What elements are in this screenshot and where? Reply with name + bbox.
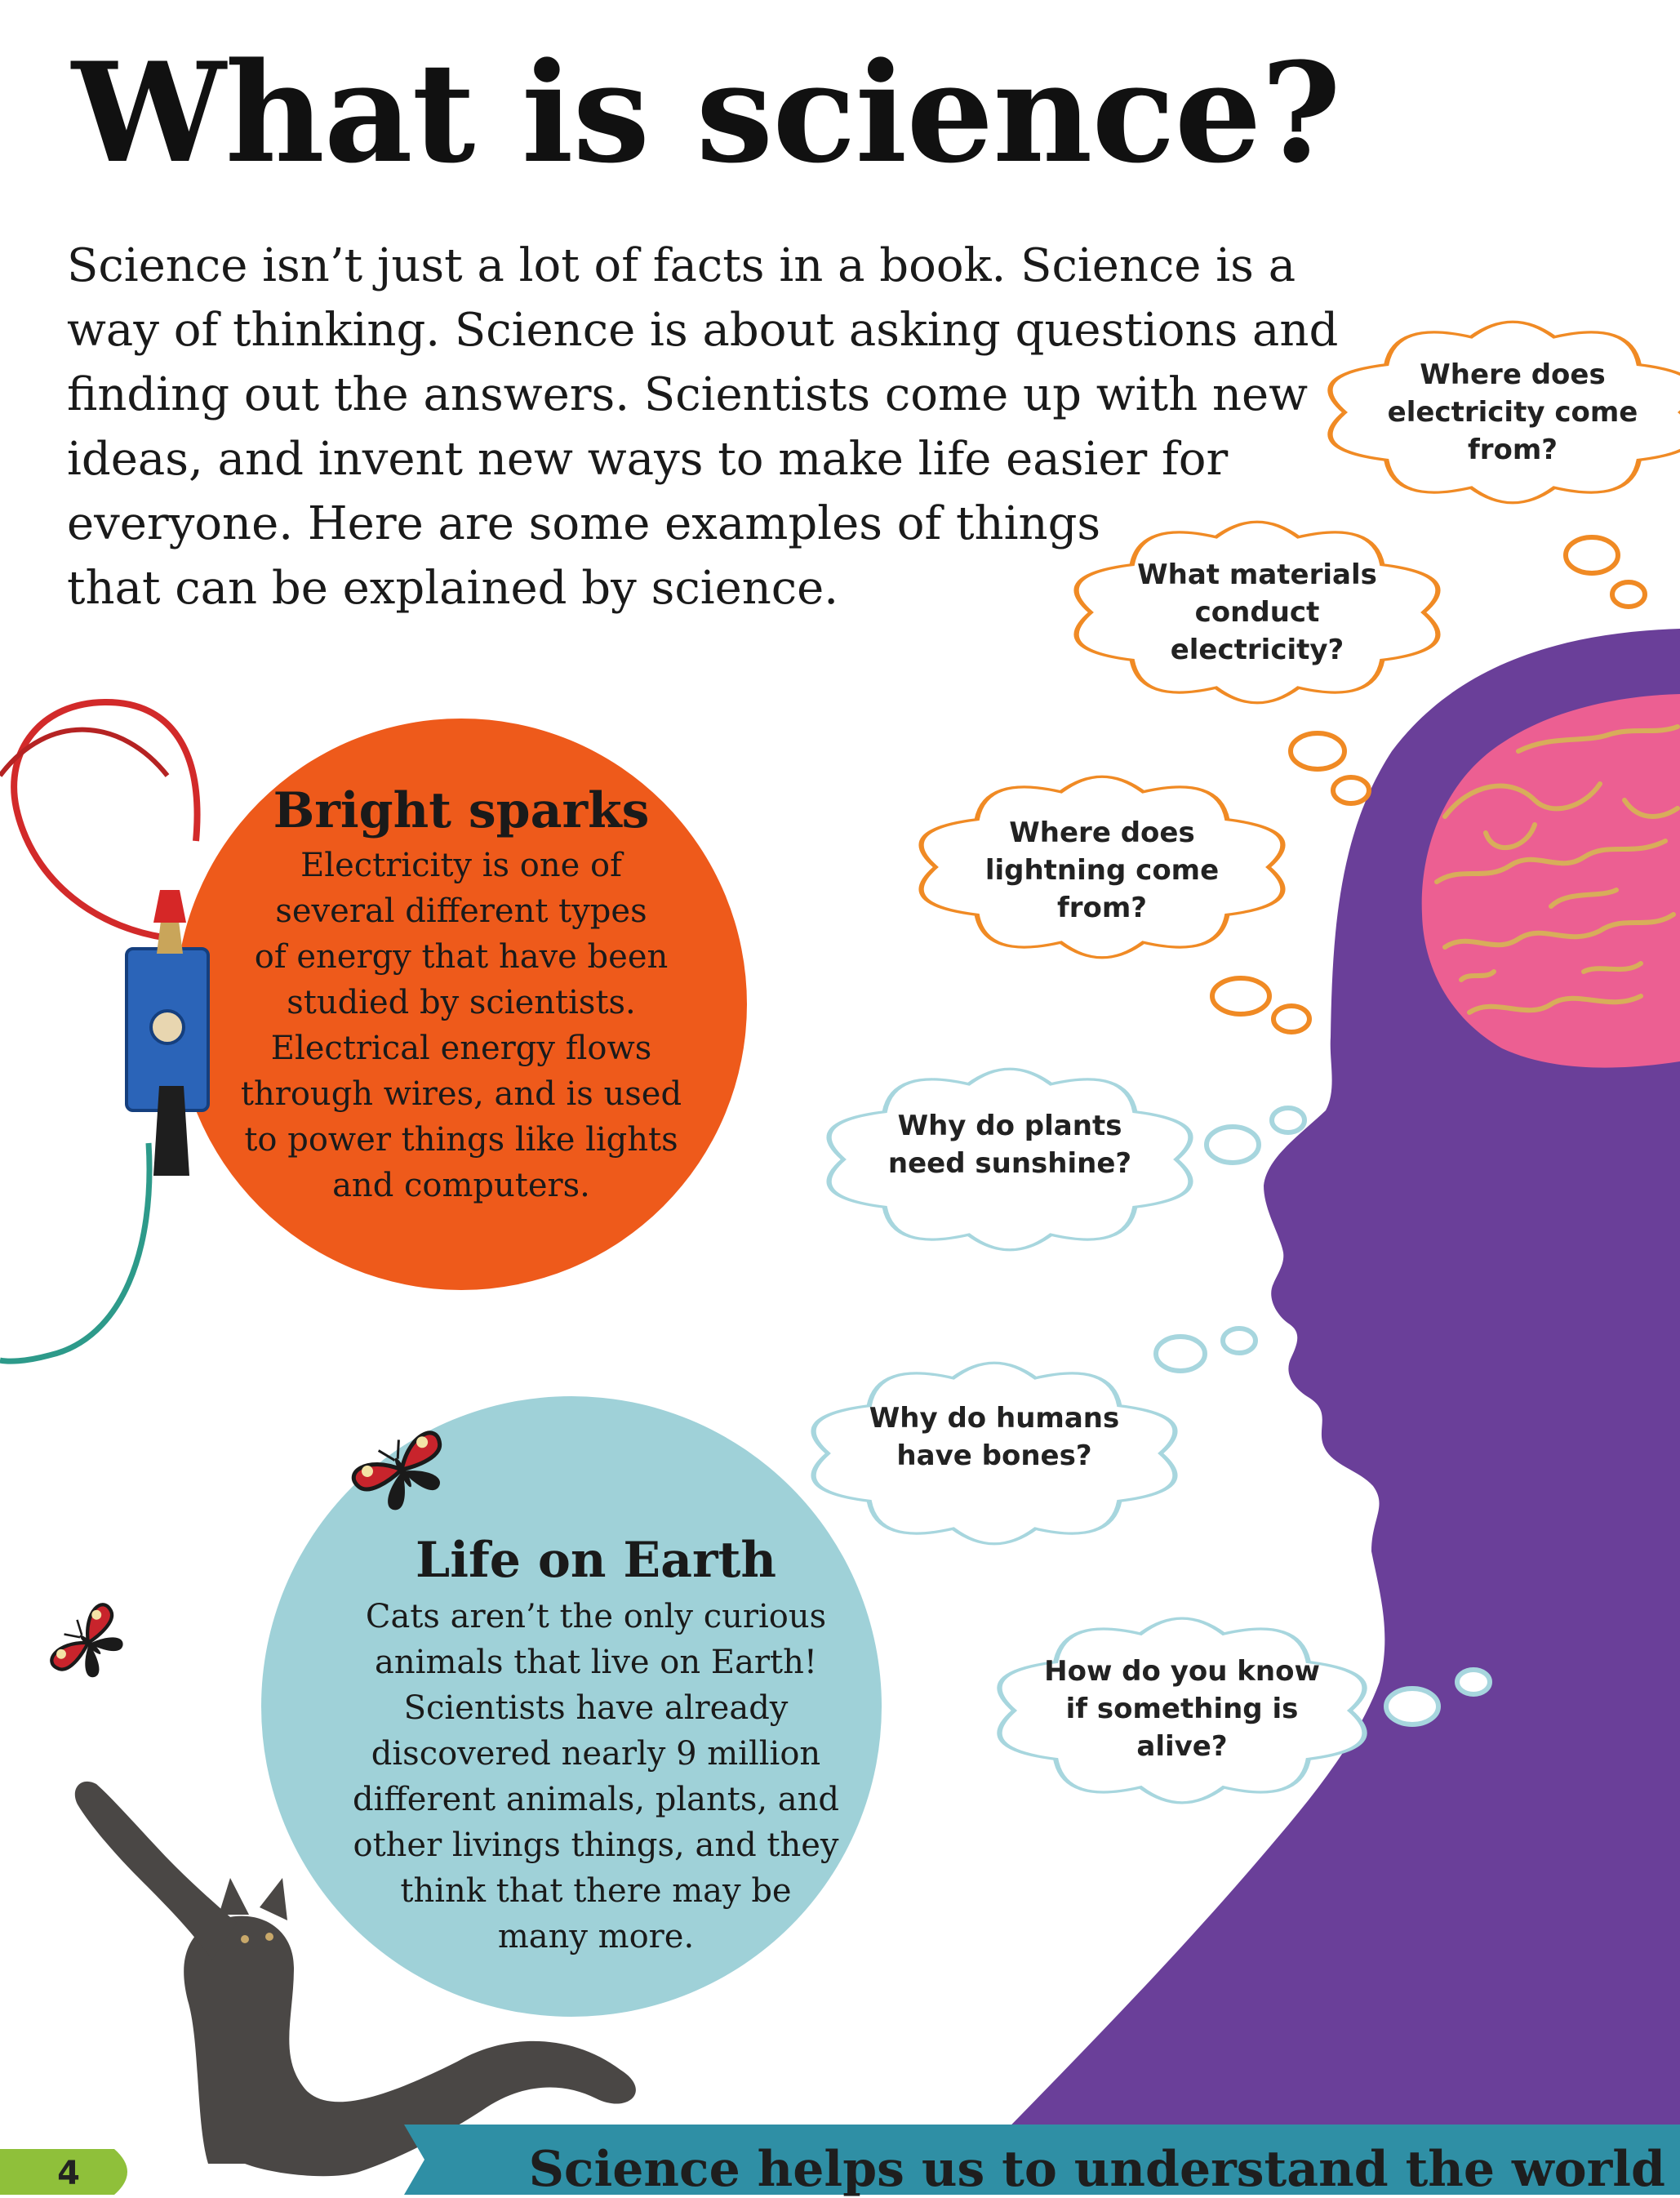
bright-sparks-body	[200, 843, 722, 1208]
body-line: and computers.	[332, 1167, 590, 1204]
body-line: think that there may be	[400, 1872, 792, 1910]
body-line: Electricity is one of	[300, 847, 622, 884]
thought-bubble-text-2	[1118, 556, 1396, 669]
body-line: through wires, and is used	[240, 1075, 682, 1113]
circuit-image	[0, 702, 208, 1361]
body-line: animals that live on Earth!	[375, 1644, 817, 1681]
body-line: studied by scientists.	[287, 984, 636, 1021]
intro-line: everyone. Here are some examples of things	[67, 497, 1101, 550]
body-line: Scientists have already	[403, 1689, 789, 1727]
thought-bubble-text-4	[871, 1107, 1149, 1182]
thought-bubble-text-6	[1035, 1653, 1329, 1765]
body-line: many more.	[497, 1918, 695, 1956]
bubble-line: from?	[1467, 434, 1558, 466]
intro-line: way of thinking. Science is about asking questions and	[67, 304, 1339, 357]
bubble-line: from?	[1056, 892, 1148, 924]
intro-line: finding out the answers. Scientists come up with new	[67, 368, 1309, 421]
intro-line: ideas, and invent new ways to make life easier for	[67, 433, 1229, 486]
butterfly-icon	[44, 1597, 136, 1692]
bubble-line: Why do plants	[897, 1110, 1122, 1142]
body-line: Cats aren’t the only curious	[365, 1598, 827, 1635]
bubble-line: alive?	[1136, 1730, 1228, 1763]
bright-sparks-heading: Bright sparks	[273, 782, 650, 839]
bubble-line: need sunshine?	[887, 1147, 1132, 1180]
body-line: Electrical energy flows	[270, 1030, 652, 1067]
bubble-line: electricity?	[1170, 634, 1344, 666]
bubble-line: conduct	[1194, 596, 1320, 629]
life-on-earth-body	[318, 1594, 873, 1960]
bubble-line: Where does	[1420, 358, 1606, 391]
body-line: to power things like lights	[244, 1121, 678, 1159]
thought-bubble-text-1	[1374, 356, 1651, 469]
body-line: several different types	[275, 892, 647, 930]
page-number: 4	[57, 2155, 80, 2192]
intro-line: that can be explained by science.	[67, 562, 839, 615]
body-line: discovered nearly 9 million	[371, 1735, 821, 1773]
bubble-line: lightning come	[984, 854, 1220, 887]
bubble-line: What materials	[1137, 558, 1377, 591]
bubble-line: have bones?	[896, 1439, 1092, 1472]
bubble-line: How do you know	[1044, 1655, 1320, 1688]
intro-line: Science isn’t just a lot of facts in a book. Science is a	[67, 239, 1296, 292]
life-on-earth-heading: Life on Earth	[416, 1532, 776, 1589]
body-line: other livings things, and they	[353, 1826, 839, 1864]
page-title: What is science?	[72, 32, 1340, 194]
body-line: different animals, plants, and	[352, 1781, 839, 1818]
body-line: of energy that have been	[254, 938, 669, 976]
thought-bubble-text-5	[856, 1399, 1133, 1475]
bubble-line: Where does	[1009, 816, 1195, 849]
bubble-line: if something is	[1065, 1693, 1299, 1725]
thought-bubble-text-3	[963, 814, 1241, 927]
footer-tagline: Science helps us to understand the world	[528, 2141, 1665, 2198]
bubble-line: electricity come	[1387, 396, 1638, 429]
bubble-line: Why do humans	[869, 1402, 1120, 1435]
